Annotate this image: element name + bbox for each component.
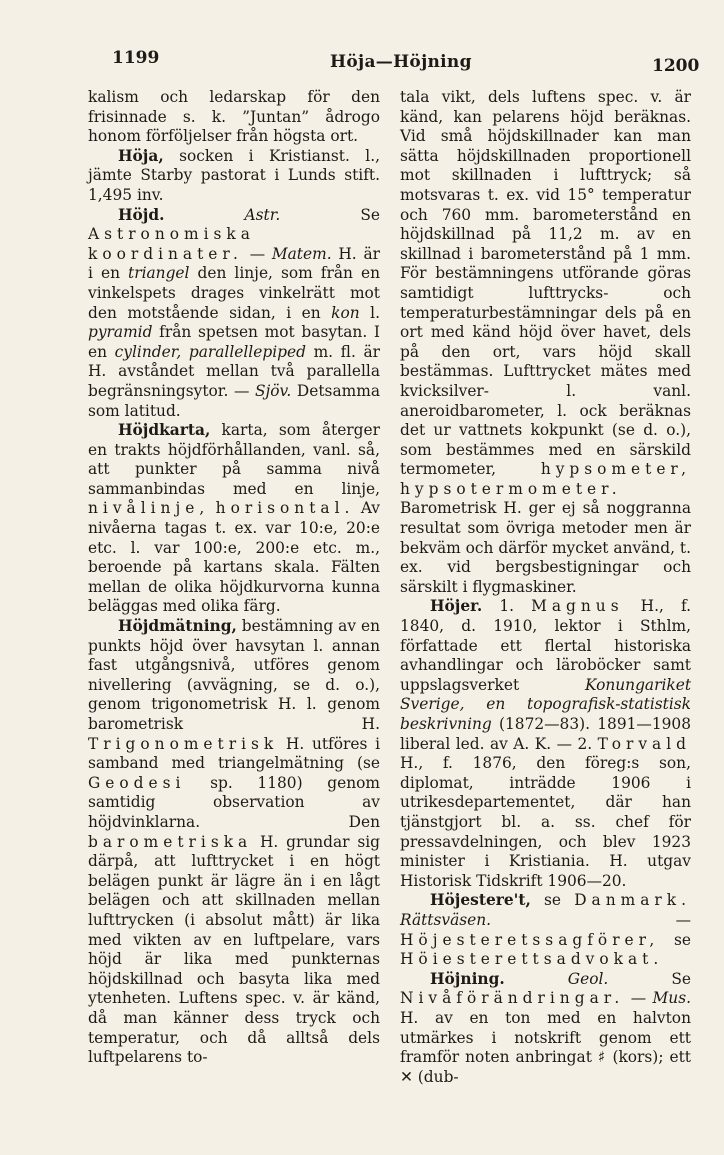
cross-reference: Danmark. — [574, 891, 691, 910]
entry-hojning: Höjning. Geol. Se Nivåförändringar. — Mus. H. av en ton med en halvton utmärkes i notskrift genom ett framför noten anbringat ♯ (kors); ett ✕ (dub- — [400, 969, 691, 1086]
cross-reference: Nivåförändringar. — [400, 989, 625, 1008]
right-column — [400, 88, 691, 1087]
entry-hojdkarta: Höjdkarta, karta, som återger en trakts höjdförhållanden, vanl. så, att punkter på samma nivå sammanbindas med en linje, nivålinje, horisontal. Av nivåerna tagas t. ex. var 10:e, 20:e etc. l. var 100:e, 200:e etc. m., beroende på kartans skala. Fälten mellan de olika höjdkurvorna kunna beläggas med olika färg. — [88, 421, 380, 616]
sharp-sign-icon: ♯ — [597, 1048, 607, 1067]
page-number-left: 1199 — [112, 48, 160, 68]
cross-reference: Astronomiska koordinater. — [88, 225, 255, 263]
cross-reference: Höiesterettsadvokat. — [400, 950, 664, 969]
continuation-paragraph: tala vikt, dels luftens spec. v. är känd, kan pelarens höjd beräknas. Vid små höjdskillnader kan man sätta höjdskillnaden proportionell mot skillnaden i lufttryck; så motsvaras t. ex. vid 15° temperatur och 760 mm. barometerstånd en höjdskillnad på 11,2 m. av en skillnad i barometerstånd på 1 mm. För bestämningens utförande göras samtidigt lufttrycks- och temperaturbestämningar dels på en ort med känd höjd över havet, dels på den ort, vars höjd skall bestämmas. Lufttrycket mätes med kvicksilver- l. vanl. aneroidbarometer, l. ock beräknas det ur vattnets kokpunkt (se d. o.), som bestämmes med en särskild termometer, hypsometer, hypsotermometer. Barometrisk H. ger ej så noggranna resultat som övriga metoder men är bekväm och därför mycket använd, t. ex. vid bergsbestigningar och särskilt i flygmaskiner. — [400, 88, 691, 596]
entry-hojd: Höjd. Astr. Se Astronomiska koordinater. — Matem. H. är i en triangel den linje, som från en vinkelspets drages vinkelrätt mot den motstående sidan, i en kon l. pyramid från spetsen mot basytan. I en cylinder, parallellepiped m. fl. är H. avståndet mellan två parallella begränsningsytor. — Sjöv. Detsamma som latitud. — [88, 205, 380, 420]
headword: Höja, — [118, 146, 164, 165]
entry-hojdmatning: Höjdmätning, bestämning av en punkts höjd över havsytan l. annan fast utgångsnivå, utföres genom nivellering (avvägning, se d. o.), genom trigonometrisk H. l. genom barometrisk H. Trigonometrisk H. utföres i samband med triangelmätning (se Geodesi sp. 1180) genom samtidig observation av höjdvinklarna. Den barometriska H. grundar sig därpå, att lufttrycket i en högt belägen punkt är lägre än i en lågt belägen och att skillnaden mellan lufttrycken (i absolut mått) är lika med vikten av en luftpelare, vars höjd är lika med punkternas höjdskillnad och basyta lika med ytenheten. Luftens spec. v. är känd, då man känner dess tryck och temperatur, och då alltså dels luftpelarens to- — [88, 617, 380, 1067]
entry-hojer: Höjer. 1. Magnus H., f. 1840, d. 1910, lektor i Sthlm, författade ett flertal historiska avhandlingar och läroböcker samt uppslagsverket Konungariket Sverige, en topografisk-statistisk beskrivning (1872—83). 1891—1908 liberal led. av A. K. — 2. Torvald H., f. 1876, den föreg:s son, diplomat, inträdde 1906 i utrikesdepartementet, där han tjänstgjort bl. a. ss. chef för pressavdelningen, och blev 1923 minister i Kristiania. H. utgav Historisk Tidskrift 1906—20. — [400, 597, 691, 890]
cross-reference: Geodesi — [88, 773, 186, 792]
entry-hojesteret: Höjestere't, se Danmark. Rättsväsen. — Höjesteretssagförer, se Höiesterettsadvokat. — [400, 891, 691, 969]
continuation-paragraph: kalism och ledarskap för den frisinnade s. k. ”Juntan” ådrogo honom förföljelser från högsta ort. — [88, 88, 380, 146]
headword: Höjestere't, — [430, 891, 531, 910]
left-column — [88, 88, 380, 1068]
headword: Höjning. — [430, 969, 505, 988]
entry-hoja: Höja, socken i Kristianst. l., jämte Starby pastorat i Lunds stift. 1,495 inv. — [88, 146, 380, 204]
headword: Höjd. — [118, 205, 165, 224]
running-head: Höja—Höjning — [330, 52, 472, 72]
double-sharp-icon: ✕ — [400, 1067, 413, 1086]
page-header — [0, 44, 724, 84]
page-number-right: 1200 — [652, 56, 700, 76]
headword: Höjdmätning, — [118, 617, 237, 636]
headword: Höjer. — [430, 597, 483, 616]
headword: Höjdkarta, — [118, 421, 211, 440]
